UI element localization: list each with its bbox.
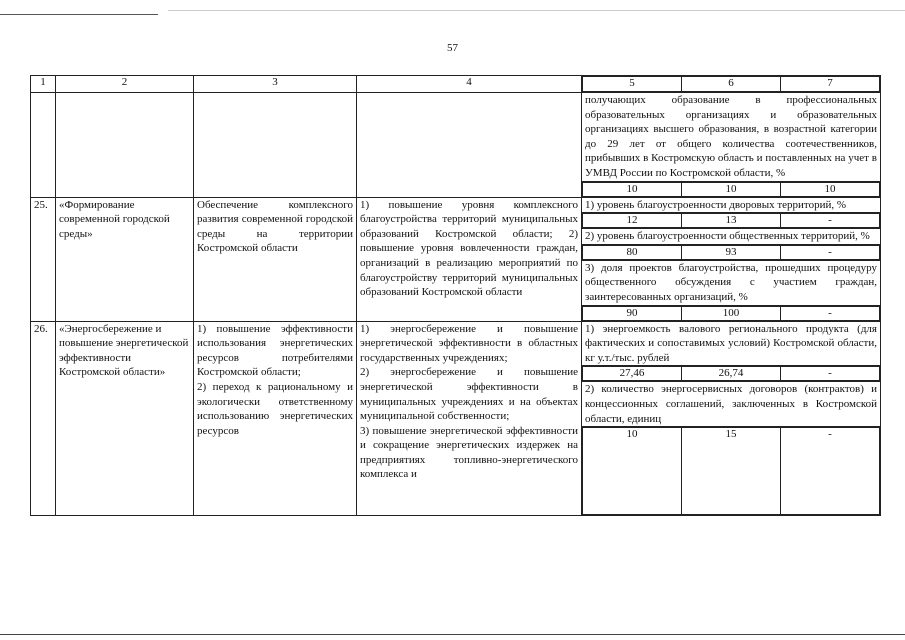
header-col-4: 4 (357, 76, 582, 93)
header-col-1: 1 (31, 76, 56, 93)
program-goal: Обеспечение комплексного развития современной городской среды на территории Костромской области (194, 197, 357, 321)
page-number: 57 (447, 42, 458, 54)
value-2018: 27,46 (583, 367, 682, 381)
indicator-text: 2) уровень благоустроенности общественных территорий, % (585, 230, 870, 243)
value-2020: - (781, 428, 880, 515)
table-row (31, 197, 881, 321)
task-item: 3) повышение энергетической эффективности и сокращение энергетических издержек на предприятиях топливно-энергетического комплекса и (360, 424, 578, 481)
value-2019: 15 (682, 428, 781, 515)
program-table (30, 75, 881, 516)
indicators (582, 197, 881, 321)
table-row (31, 321, 881, 516)
header-row (31, 76, 881, 93)
task-item: 1) энергосбережение и повышение энергетической эффективности в областных государственных учреждениях; (360, 322, 578, 364)
top-rule-left (0, 14, 158, 15)
program-name: «Формирование современной городской среды» (56, 197, 194, 321)
goal-item: 1) повышение эффективности использования энергетических ресурсов потребителями Костромской области; (197, 322, 353, 379)
indicator-text: 1) энергоемкость валового регионального продукта (для фактических и сопоставимых условий) Костромской области, кг у.т./тыс. рублей (585, 322, 877, 364)
program-name: «Энергосбережение и повышение энергетической эффективности Костромской области» (56, 321, 194, 516)
value-2019: 13 (682, 214, 781, 228)
value-2019: 93 (682, 245, 781, 259)
indicator-text: 1) уровень благоустроенности дворовых территорий, % (585, 198, 847, 211)
program-tasks: 1) повышение уровня комплексного благоустройства территорий муниципальных образований Костромской области; 2) повышение уровня вовлеченности граждан, организаций в реализацию мероприятий по благоустройству территорий муниципальных образований Костромской области (357, 197, 582, 321)
value-2020: - (781, 306, 880, 320)
indicator-text: получающих образование в профессиональных образовательных организациях и образовательных организациях высшего образования, в возрастной категории до 29 лет от общего количества соотечественников, прибывших в Костромскую область и поставленных на учет в УМВД России по Костромской области, % (585, 94, 877, 179)
continuation-indicator (582, 93, 881, 198)
value-2019: 100 (682, 306, 781, 320)
value-2018: 80 (583, 245, 682, 259)
header-col-2: 2 (56, 76, 194, 93)
value-2019: 26,74 (682, 367, 781, 381)
value-2018: 10 (583, 182, 682, 196)
program-tasks (357, 321, 582, 516)
row-number: 25. (31, 197, 56, 321)
indicator-text: 2) количество энергосервисных договоров (контрактов) и концессионных соглашений, заключенных в Костромской области, единиц (585, 383, 877, 425)
value-2020: - (781, 367, 880, 381)
bottom-rule (0, 634, 905, 635)
header-col-6: 6 (682, 77, 781, 92)
value-2019: 10 (682, 182, 781, 196)
value-2018: 12 (583, 214, 682, 228)
value-2018: 10 (583, 428, 682, 515)
value-2018: 90 (583, 306, 682, 320)
header-col-7: 7 (781, 77, 880, 92)
task-item: 2) энергосбережение и повышение энергетической эффективности в муниципальных учреждениях и на объектах муниципальной собственности; (360, 366, 578, 423)
value-2020: - (781, 214, 880, 228)
program-goal (194, 321, 357, 516)
value-2020: 10 (781, 182, 880, 196)
indicators (582, 321, 881, 516)
top-rule-right (168, 10, 905, 11)
goal-item: 2) переход к рациональному и экологически ответственному использованию энергетических ресурсов (197, 380, 353, 437)
header-col-3: 3 (194, 76, 357, 93)
continuation-row (31, 93, 881, 198)
value-2020: - (781, 245, 880, 259)
row-number: 26. (31, 321, 56, 516)
indicator-text: 3) доля проектов благоустройства, прошедших процедуру общественного обсуждения с участием граждан, заинтересованных организаций, % (585, 261, 877, 303)
header-cols-5-7 (582, 76, 881, 93)
header-col-5: 5 (583, 77, 682, 92)
